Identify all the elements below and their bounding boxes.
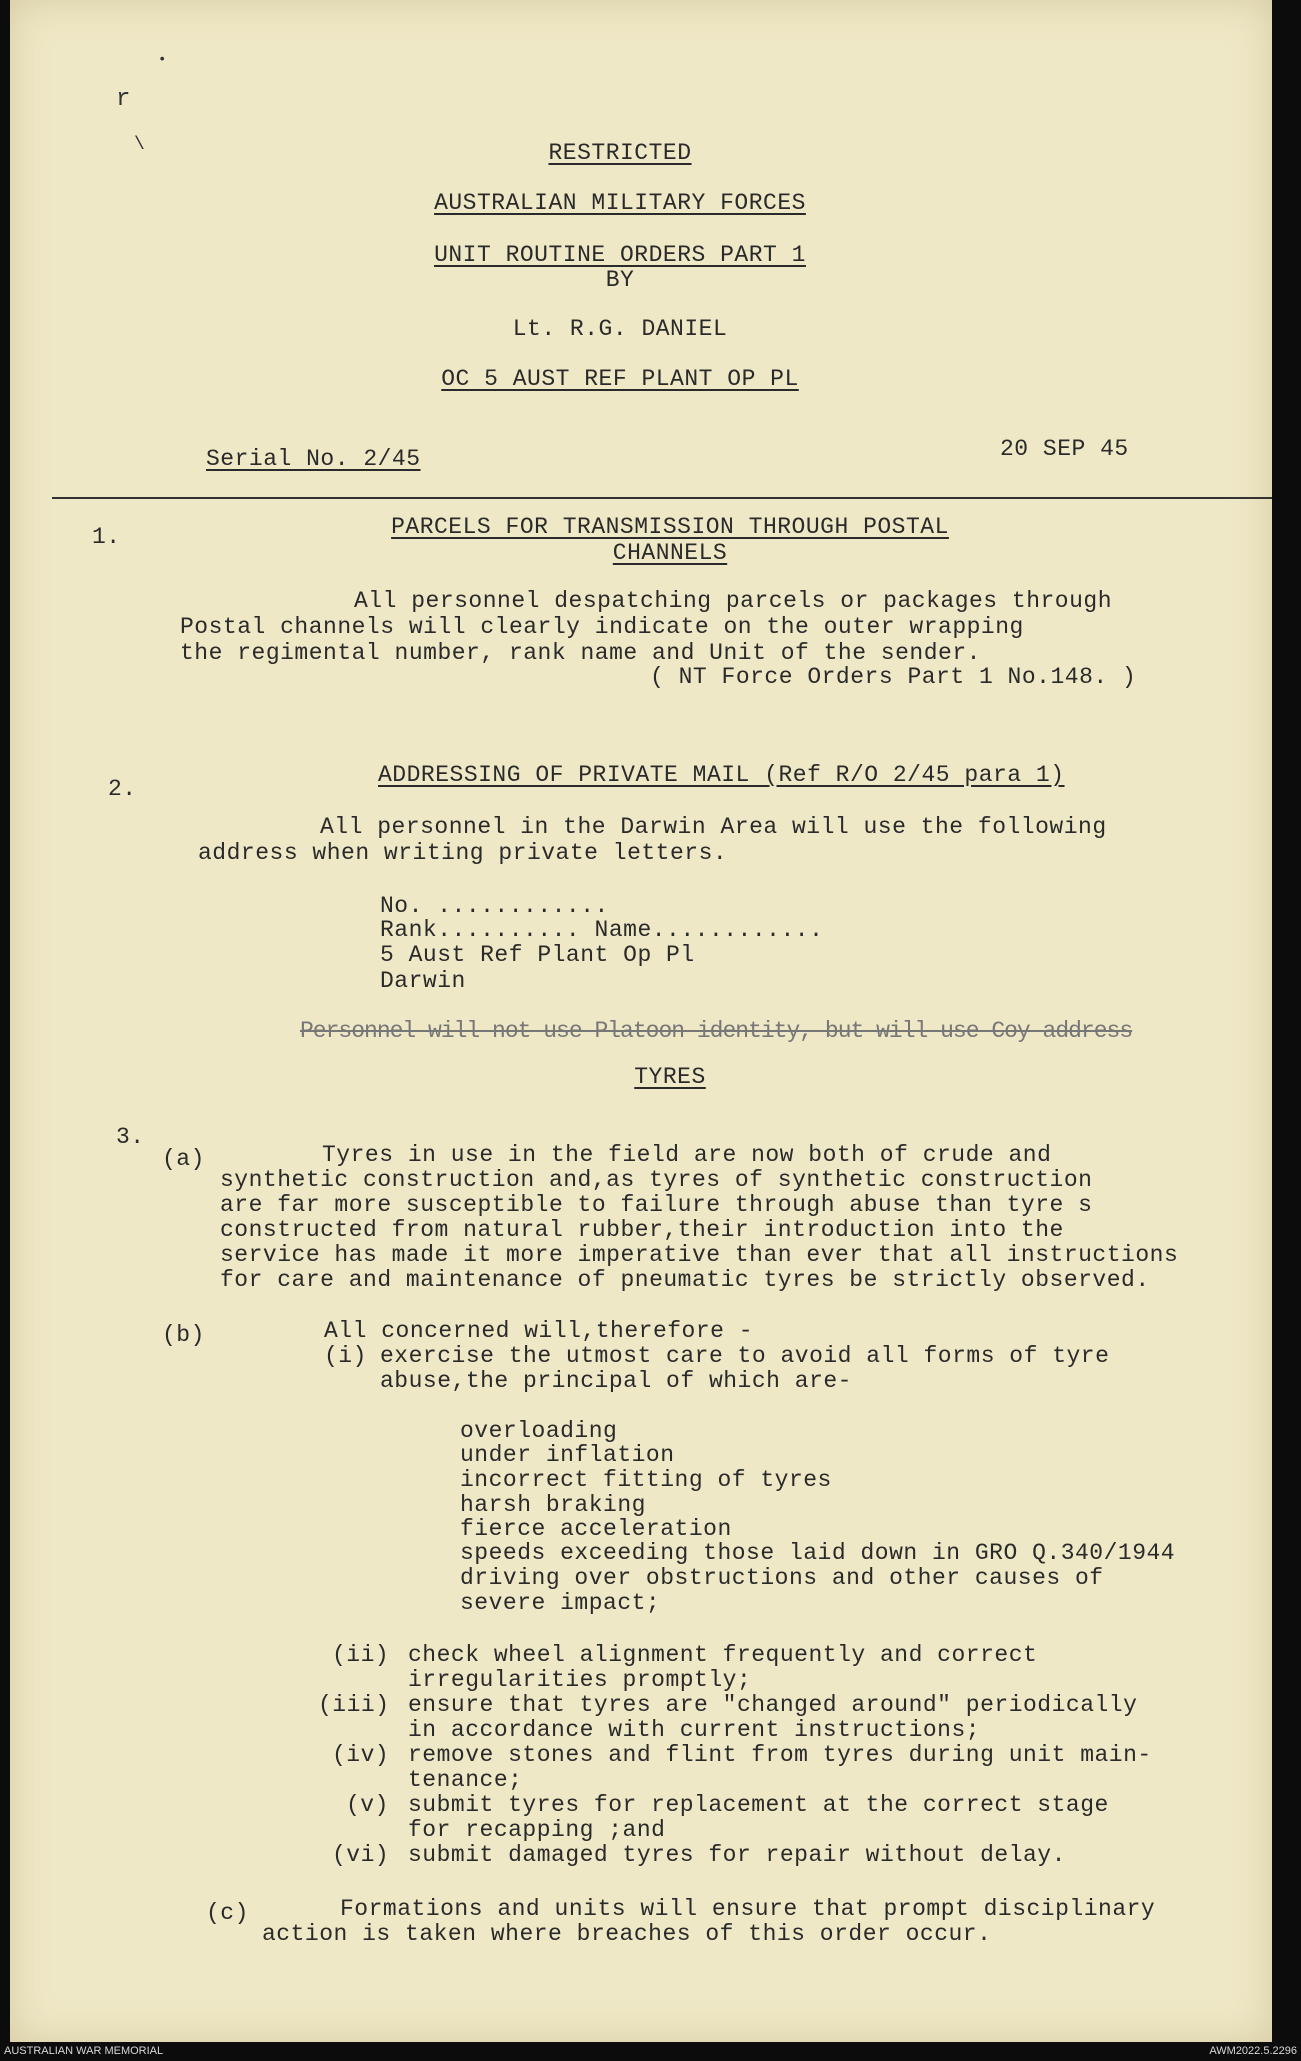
section-1-heading: PARCELS FOR TRANSMISSION THROUGH POSTAL [391,514,949,540]
abuse-item: speeds exceeding those laid down in GRO Q.340/1944 [460,1540,1176,1566]
abuse-item: fierce acceleration [460,1516,732,1542]
item-v-label: (v) [346,1792,389,1818]
section-1-heading-cont: CHANNELS [612,540,728,566]
para-a-line: service has made it more imperative than ever that all instructions [220,1242,1179,1268]
abuse-item: overloading [460,1418,618,1444]
item-iv-label: (iv) [332,1742,390,1768]
punch-mark: • [158,52,167,68]
para-c-line: Formations and units will ensure that prompt disciplinary [340,1896,1156,1922]
footer-credit: AUSTRALIAN WAR MEMORIAL [4,2045,164,2057]
para-a-line: for care and maintenance of pneumatic tyres be strictly observed. [220,1267,1150,1293]
item-iii-label: (iii) [318,1692,390,1718]
item-ii-line: check wheel alignment frequently and correct [408,1642,1038,1668]
para-a-line: constructed from natural rubber,their introduction into the [220,1217,1064,1243]
address-line: Darwin [380,968,466,994]
item-v-line: submit tyres for replacement at the correct stage [408,1792,1109,1818]
item-i-line: abuse,the principal of which are- [380,1368,852,1394]
officer-name: Lt. R.G. DANIEL [512,316,728,342]
address-line: No. ............ [380,893,609,919]
section-3-heading: TYRES [634,1064,706,1090]
document-page [10,0,1272,2042]
order-date: 20 SEP 45 [1000,436,1129,462]
section-2-number: 2. [108,776,137,802]
item-iv-line: tenance; [408,1767,523,1793]
item-ii-line: irregularities promptly; [408,1667,752,1693]
para-c-label: (c) [206,1900,249,1926]
item-ii-label: (ii) [332,1642,390,1668]
para-a-label: (a) [162,1146,205,1172]
para-a-line: synthetic construction and,as tyres of synthetic construction [220,1167,1093,1193]
abuse-item: incorrect fitting of tyres [460,1467,832,1493]
section-1-reference: ( NT Force Orders Part 1 No.148. ) [650,664,1137,690]
section-1-line: the regimental number, rank name and Unit of the sender. [180,640,981,666]
item-vi-label: (vi) [332,1842,390,1868]
item-vi-line: submit damaged tyres for repair without delay. [408,1842,1066,1868]
struck-out-line: Personnel will not use Platoon identity, but will use Coy address [300,1018,1133,1044]
section-3-number: 3. [116,1124,145,1150]
address-line: 5 Aust Ref Plant Op Pl [380,942,695,968]
section-2-line: address when writing private letters. [198,840,728,866]
header-divider [52,497,1272,499]
item-iii-line: in accordance with current instructions; [408,1717,981,1743]
item-v-line: for recapping ;and [408,1817,666,1843]
para-b-intro: All concerned will,therefore - [324,1318,754,1344]
by-line: BY [605,267,635,293]
force-heading: AUSTRALIAN MILITARY FORCES [434,190,806,216]
abuse-item: severe impact; [460,1590,661,1616]
item-iv-line: remove stones and flint from tyres during unit main- [408,1742,1152,1768]
section-2-line: All personnel in the Darwin Area will use the following [320,814,1107,840]
para-a-line: Tyres in use in the field are now both of crude and [322,1142,1052,1168]
address-line: Rank.......... Name............ [380,917,824,943]
abuse-item: harsh braking [460,1492,646,1518]
section-1-line: Postal channels will clearly indicate on the outer wrapping [180,614,1024,640]
para-b-label: (b) [162,1322,205,1348]
item-i-line: exercise the utmost care to avoid all forms of tyre [380,1343,1110,1369]
orders-title: UNIT ROUTINE ORDERS PART 1 [434,242,806,268]
footer-accession-id: AWM2022.5.2296 [1209,2045,1297,2057]
serial-number: Serial No. 2/45 [206,446,421,472]
item-i-label: (i) [324,1343,367,1369]
punch-mark: r [116,86,131,113]
para-c-line: action is taken where breaches of this order occur. [262,1921,992,1947]
abuse-item: driving over obstructions and other causes of [460,1565,1104,1591]
punch-mark: \ [134,135,145,155]
abuse-item: under inflation [460,1442,675,1468]
section-1-line: All personnel despatching parcels or packages through [354,588,1113,614]
para-a-line: are far more susceptible to failure through abuse than tyre s [220,1192,1093,1218]
unit-name: OC 5 AUST REF PLANT OP PL [441,366,799,392]
section-1-number: 1. [92,524,121,550]
section-2-heading: ADDRESSING OF PRIVATE MAIL (Ref R/O 2/45 para 1) [378,762,1065,788]
item-iii-line: ensure that tyres are "changed around" periodically [408,1692,1138,1718]
classification-heading: RESTRICTED [548,140,692,166]
